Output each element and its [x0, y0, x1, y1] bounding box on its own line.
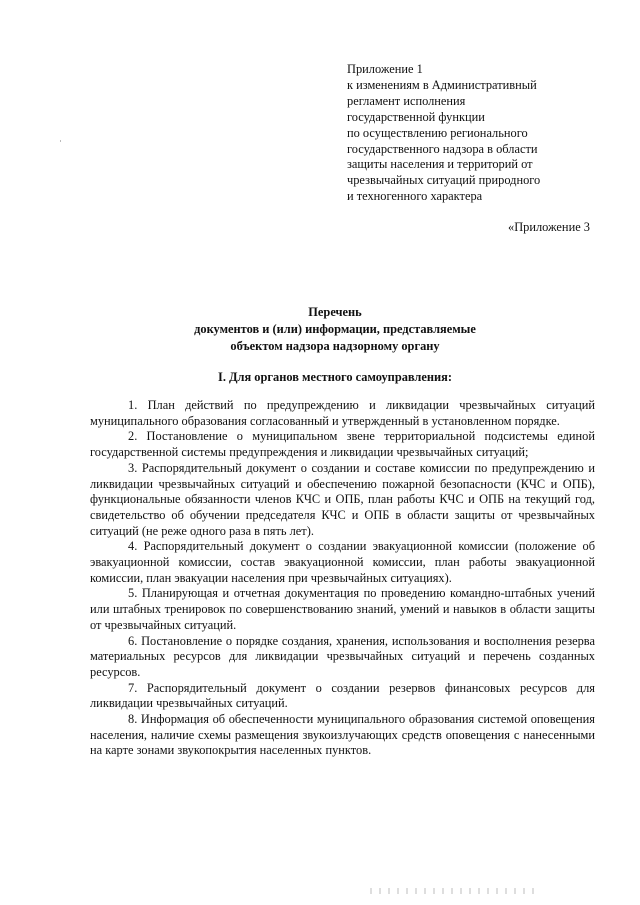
list-item: 7. Распорядительный документ о создании резервов финансовых ресурсов для ликвидации чрезвычайных ситуаций.: [90, 680, 595, 711]
annex-header: [347, 62, 597, 205]
annex-line: и техногенного характера: [347, 189, 483, 204]
annex-line: защиты населения и территорий от: [347, 157, 533, 172]
annex-line: Приложение 1: [347, 62, 423, 76]
list-item: 1. План действий по предупреждению и ликвидации чрезвычайных ситуаций муниципального образования согласованный и утвержденный в установленном порядке.: [90, 398, 595, 428]
annex-line: государственного надзора в области: [347, 141, 538, 156]
title-line: документов и (или) информации, представляемые: [194, 322, 476, 336]
annex-right-label: «Приложение 3: [508, 220, 590, 234]
annex-line: к изменениям в Административный: [347, 77, 537, 92]
list-item: 5. Планирующая и отчетная документация по проведению командно-штабных учений или штабных тренировок по совершенствованию знаний, умений и навыков в области защиты от чрезвычайных ситуаций.: [90, 586, 595, 632]
list-item: 8. Информация об обеспеченности муниципального образования системой оповещения населения, наличие схемы размещения звукоизлучающих средств оповещения с нанесенными на карте зонами звукопокрытия населенных пунктов.: [90, 712, 595, 758]
annex-line: государственной функции: [347, 109, 485, 124]
document-title: [150, 304, 520, 355]
list-item: 3. Распорядительный документ о создании и составе комиссии по предупреждению и ликвидации чрезвычайных ситуаций и обеспечению пожарной безопасности (КЧС и ОПБ), функциональные обязанности членов КЧС и ОПБ, план работы КЧС и ОПБ на текущий год, свидетельство об обучении председателя КЧС и ОПБ в области защиты от чрезвычайных ситуаций (не реже одного раза в пять лет).: [90, 460, 595, 538]
section-title: I. Для органов местного самоуправления:: [218, 370, 452, 384]
list-item: 2. Постановление о муниципальном звене территориальной подсистемы единой государственной системы предупреждения и ликвидации чрезвычайных ситуаций;: [90, 429, 595, 460]
title-line: Перечень: [308, 305, 362, 319]
title-line: объектом надзора надзорному органу: [230, 339, 440, 353]
item-list: [90, 398, 595, 759]
list-item: 6. Постановление о порядке создания, хранения, использования и восполнения резерва материальных ресурсов для ликвидации чрезвычайных ситуаций и перечень созданных ресурсов.: [90, 633, 595, 679]
annex-line: регламент исполнения: [347, 93, 466, 108]
annex-line: по осуществлению регионального: [347, 125, 528, 140]
scan-speck: [60, 140, 61, 142]
list-item: 4. Распорядительный документ о создании эвакуационной комиссии (положение об эвакуационной комиссии, состав эвакуационной комиссии, план работы эвакуационной комиссии, план эвакуации населения при чрезвычайных ситуациях).: [90, 539, 595, 585]
annex-line: чрезвычайных ситуаций природного: [347, 173, 541, 188]
scan-artifact: [370, 888, 540, 894]
